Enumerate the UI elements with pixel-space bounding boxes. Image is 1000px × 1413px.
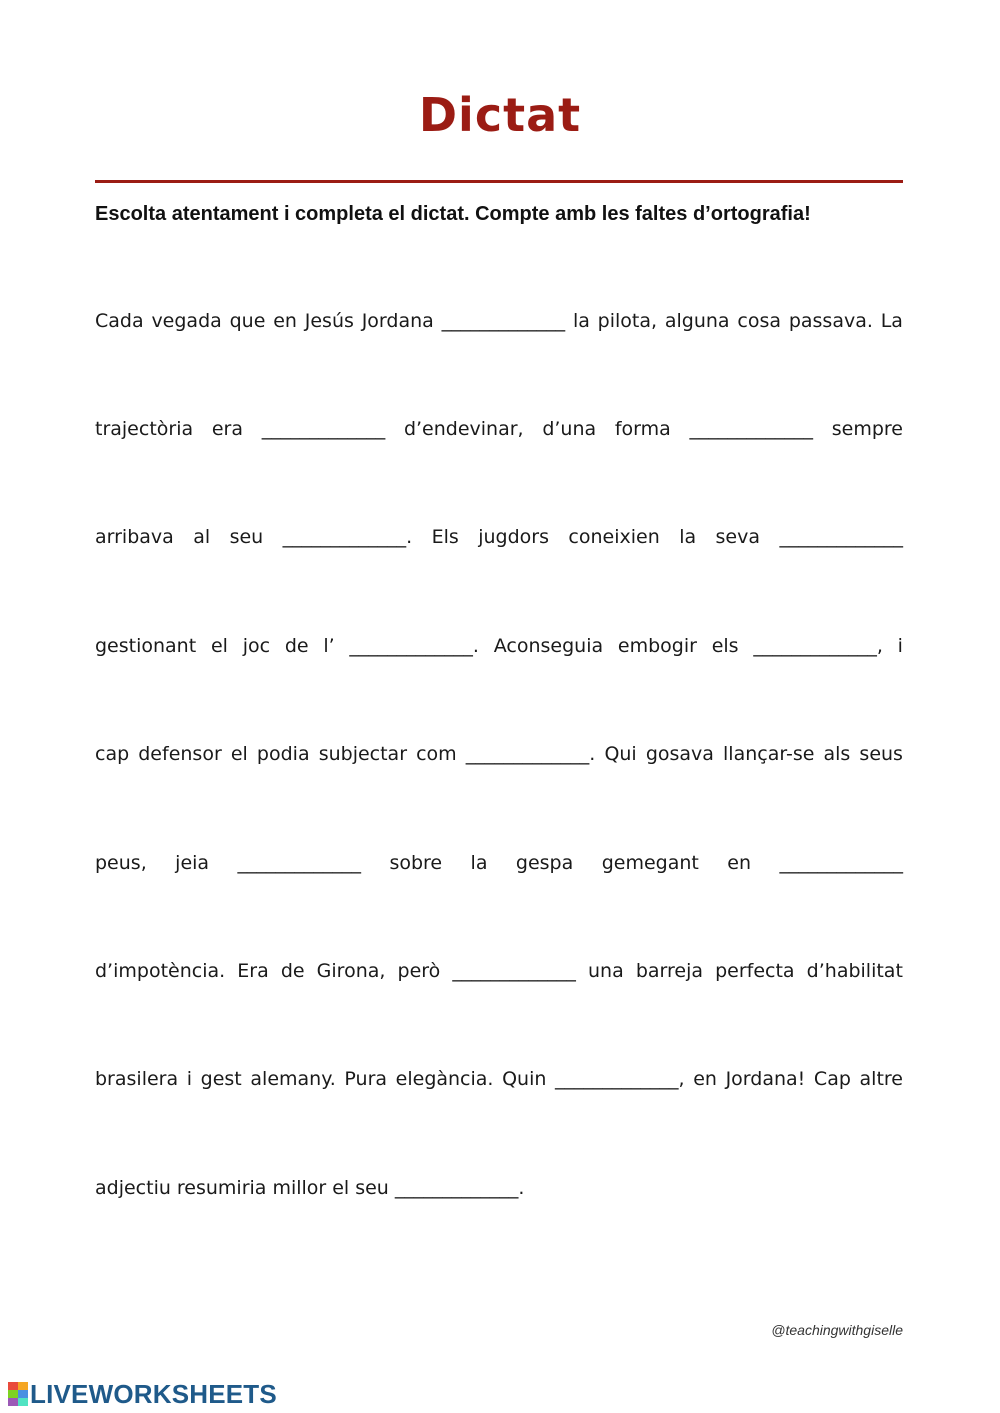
brand-name: LIVEWORKSHEETS: [30, 1378, 277, 1409]
dictation-word: La: [880, 310, 903, 332]
author-credit: @teachingwithgiselle: [771, 1322, 903, 1338]
dictation-line-3: [95, 526, 903, 548]
dictation-word: resumiria: [176, 1177, 267, 1199]
dictation-word: una: [587, 960, 624, 982]
dictation-word: Quin: [502, 1068, 547, 1090]
dictation-word: cosa: [737, 310, 782, 332]
liveworksheets-logo-icon: [8, 1382, 28, 1406]
dictation-word: seva: [715, 526, 761, 548]
dictation-word: cap: [95, 743, 130, 765]
blank-field[interactable]: _____________: [237, 852, 361, 874]
dictation-word: adjectiu: [95, 1177, 171, 1199]
brand-footer[interactable]: [8, 1380, 277, 1408]
dictation-word: peus,: [95, 852, 147, 874]
dictation-word: en: [273, 310, 297, 332]
instructions: Escolta atentament i completa el dictat. Compte amb les faltes d’ortografia!: [95, 203, 811, 225]
dictation-word: d’endevinar,: [403, 418, 524, 440]
dictation-word: però: [397, 960, 441, 982]
dictation-word: l’: [323, 635, 335, 657]
dictation-word: Girona,: [316, 960, 386, 982]
blank-field[interactable]: _____________,: [753, 635, 883, 657]
dictation-word: seus: [859, 743, 903, 765]
dictation-word: que: [229, 310, 266, 332]
dictation-word: elegància.: [395, 1068, 494, 1090]
logo-tile: [18, 1390, 28, 1398]
blank-field[interactable]: _____________,: [555, 1068, 685, 1090]
dictation-word: trajectòria: [95, 418, 194, 440]
dictation-line-1: [95, 310, 903, 332]
dictation-word: gemegant: [601, 852, 699, 874]
dictation-word: arribava: [95, 526, 174, 548]
dictation-word: al: [193, 526, 211, 548]
dictation-word: de: [280, 960, 305, 982]
logo-tile: [8, 1382, 18, 1390]
dictation-word: d’habilitat: [806, 960, 903, 982]
logo-tile: [18, 1398, 28, 1406]
logo-tile: [8, 1398, 18, 1406]
dictation-word: en: [693, 1068, 717, 1090]
dictation-word: brasilera: [95, 1068, 179, 1090]
dictation-word: subjectar: [318, 743, 408, 765]
dictation-line-2: [95, 418, 903, 440]
dictation-line-7: [95, 960, 903, 982]
dictation-word: d’una: [542, 418, 597, 440]
blank-field[interactable]: _____________.: [349, 635, 479, 657]
dictation-word: Qui: [604, 743, 637, 765]
dictation-word: gestionant: [95, 635, 197, 657]
dictation-word: de: [284, 635, 309, 657]
dictation-word: Jordana!: [725, 1068, 806, 1090]
dictation-word: forma: [614, 418, 671, 440]
dictation-word: perfecta: [715, 960, 795, 982]
dictation-word: gespa: [515, 852, 574, 874]
dictation-word: sobre: [389, 852, 443, 874]
title-divider: [95, 180, 903, 183]
blank-field[interactable]: _____________.: [394, 1177, 525, 1199]
dictation-word: Cap: [813, 1068, 851, 1090]
dictation-line-5: [95, 743, 903, 765]
dictation-word: llançar-se: [723, 743, 815, 765]
blank-field[interactable]: _____________: [261, 418, 386, 440]
page-title: Dictat: [418, 88, 582, 142]
logo-tile: [18, 1382, 28, 1390]
dictation-word: seu: [355, 1177, 389, 1199]
dictation-word: als: [823, 743, 851, 765]
dictation-word: millor: [272, 1177, 327, 1199]
dictation-word: embogir: [617, 635, 697, 657]
dictation-word: sempre: [831, 418, 903, 440]
dictation-word: el: [210, 635, 228, 657]
dictation-word: jeia: [175, 852, 210, 874]
dictation-word: i: [186, 1068, 193, 1090]
dictation-word: en: [727, 852, 752, 874]
blank-field[interactable]: _____________.: [282, 526, 413, 548]
dictation-word: joc: [242, 635, 271, 657]
dictation-word: Era: [237, 960, 269, 982]
dictation-word: podia: [256, 743, 310, 765]
dictation-word: coneixien: [568, 526, 660, 548]
dictation-word: Pura: [344, 1068, 388, 1090]
dictation-line-6: [95, 852, 903, 874]
blank-field[interactable]: _____________: [441, 310, 566, 332]
dictation-word: la: [679, 526, 697, 548]
logo-tile: [8, 1390, 18, 1398]
dictation-word: la: [470, 852, 488, 874]
dictation-word: Els: [431, 526, 459, 548]
dictation-word: com: [416, 743, 457, 765]
dictation-word: seu: [229, 526, 264, 548]
dictation-word: alemany.: [250, 1068, 336, 1090]
dictation-word: gosava: [645, 743, 714, 765]
blank-field[interactable]: _____________: [779, 526, 903, 548]
blank-field[interactable]: _____________.: [465, 743, 596, 765]
blank-field[interactable]: _____________: [452, 960, 576, 982]
dictation-word: defensor: [138, 743, 222, 765]
blank-field[interactable]: _____________: [689, 418, 814, 440]
dictation-line-9: [95, 1177, 903, 1199]
dictation-word: vegada: [151, 310, 222, 332]
dictation-word: altre: [859, 1068, 903, 1090]
dictation-line-4: [95, 635, 903, 657]
dictation-word: jugdors: [478, 526, 549, 548]
dictation-word: la: [572, 310, 590, 332]
dictation-word: Jesús: [304, 310, 354, 332]
dictation-word: era: [211, 418, 244, 440]
dictation-word: gest: [200, 1068, 242, 1090]
dictation-word: i: [897, 635, 903, 657]
dictation-word: Jordana: [361, 310, 434, 332]
dictation-word: el: [332, 1177, 350, 1199]
dictation-line-8: [95, 1068, 903, 1090]
dictation-word: el: [230, 743, 248, 765]
blank-field[interactable]: _____________: [779, 852, 903, 874]
dictation-word: barreja: [635, 960, 703, 982]
dictation-word: d’impotència.: [95, 960, 226, 982]
dictation-word: els: [711, 635, 739, 657]
dictation-word: pilota,: [597, 310, 658, 332]
dictation-word: Aconseguia: [493, 635, 604, 657]
dictation-word: passava.: [788, 310, 873, 332]
dictation-word: Cada: [95, 310, 144, 332]
dictation-word: alguna: [664, 310, 730, 332]
